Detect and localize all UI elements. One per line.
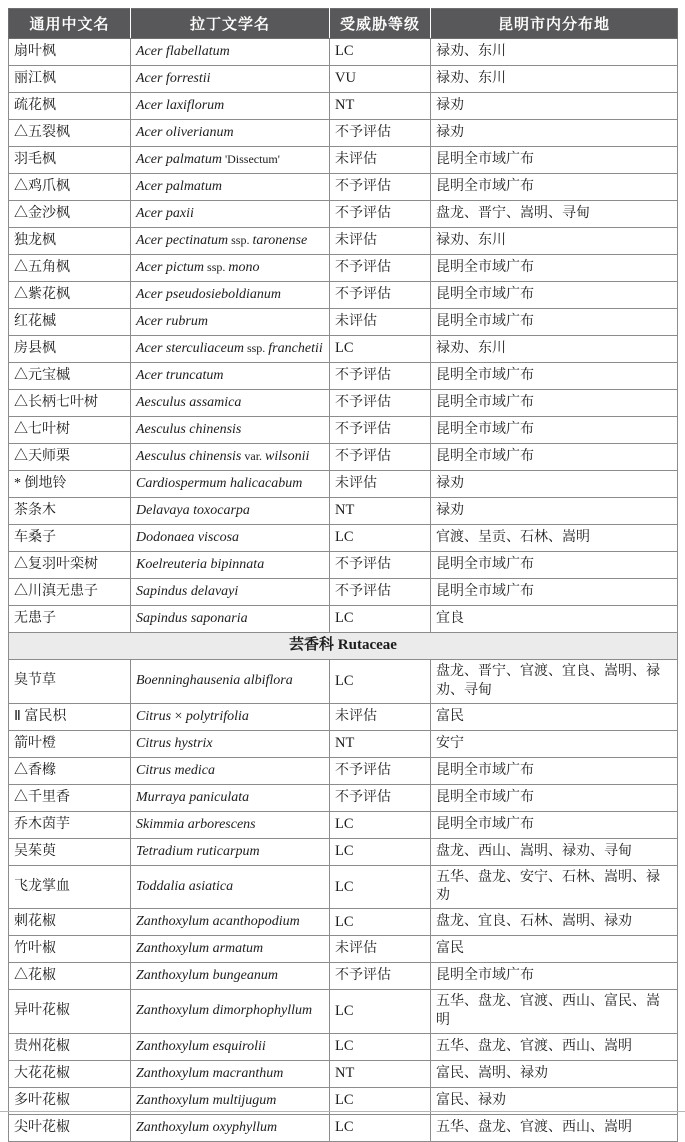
latin-name-cell (131, 93, 330, 120)
chinese-name-cell: 刺花椒 (9, 909, 131, 936)
latin-name-cell (131, 990, 330, 1033)
threat-grade-code: LC (335, 843, 354, 860)
table-row (9, 66, 678, 93)
threat-grade-code: NT (335, 735, 355, 752)
latin-italic-segment: Boenninghausenia albiflora (136, 673, 293, 689)
threat-level-cell: 不予评估 (330, 120, 431, 147)
latin-name-cell (131, 417, 330, 444)
distribution-cell: 富民 (431, 704, 678, 731)
table-row (9, 552, 678, 579)
latin-italic-segment: Cardiospermum halicacabum (136, 475, 303, 491)
latin-italic-segment: mono (228, 259, 260, 275)
latin-name-cell (131, 963, 330, 990)
table-row (9, 1033, 678, 1060)
threat-grade-code: VU (335, 70, 356, 87)
chinese-name-cell: 无患子 (9, 606, 131, 633)
latin-italic-segment: Zanthoxylum multijugum (136, 1092, 277, 1108)
chinese-name-cell: 茶条木 (9, 498, 131, 525)
table-header (9, 9, 678, 39)
chinese-name-cell: 异叶花椒 (9, 990, 131, 1033)
threat-grade-code: LC (335, 529, 354, 546)
latin-italic-segment: Dodonaea viscosa (136, 529, 240, 545)
latin-name-cell (131, 174, 330, 201)
chinese-name-cell: △复羽叶栾树 (9, 552, 131, 579)
threat-grade-code: LC (335, 43, 354, 60)
threat-level-cell (330, 1060, 431, 1087)
threat-level-cell: 不予评估 (330, 963, 431, 990)
distribution-cell: 富民、嵩明、禄劝 (431, 1060, 678, 1087)
distribution-cell: 禄劝 (431, 120, 678, 147)
threat-grade-code: LC (335, 816, 354, 833)
distribution-cell: 盘龙、宜良、石林、嵩明、禄劝 (431, 909, 678, 936)
chinese-name-cell: 大花花椒 (9, 1060, 131, 1087)
chinese-name-cell: 房县枫 (9, 336, 131, 363)
distribution-cell: 禄劝、东川 (431, 66, 678, 93)
chinese-name-cell: △紫花枫 (9, 282, 131, 309)
latin-name-cell (131, 228, 330, 255)
distribution-cell: 昆明全市域广布 (431, 552, 678, 579)
threat-level-cell (330, 1033, 431, 1060)
chinese-name-cell: 多叶花椒 (9, 1087, 131, 1114)
threat-level-cell: 不予评估 (330, 417, 431, 444)
table-row (9, 201, 678, 228)
threat-grade-code: NT (335, 97, 355, 114)
table-row (9, 417, 678, 444)
latin-name-cell (131, 309, 330, 336)
distribution-cell: 盘龙、晋宁、官渡、宜良、嵩明、禄劝、寻甸 (431, 660, 678, 704)
threat-level-cell (330, 660, 431, 704)
table-row (9, 579, 678, 606)
latin-name-cell (131, 390, 330, 417)
threat-level-cell (330, 909, 431, 936)
threat-level-cell (330, 39, 431, 66)
latin-name-cell (131, 758, 330, 785)
distribution-cell: 昆明全市域广布 (431, 758, 678, 785)
latin-name-cell (131, 471, 330, 498)
latin-italic-segment: Zanthoxylum acanthopodium (136, 914, 300, 930)
latin-italic-segment: Murraya paniculata (136, 789, 250, 805)
chinese-name-cell: 车桑子 (9, 525, 131, 552)
threat-level-cell: 未评估 (330, 147, 431, 174)
threat-level-cell: 未评估 (330, 936, 431, 963)
latin-roman-segment: var. (241, 448, 266, 463)
threat-level-cell: 不予评估 (330, 282, 431, 309)
distribution-cell: 禄劝、东川 (431, 228, 678, 255)
distribution-cell: 昆明全市域广布 (431, 255, 678, 282)
distribution-cell: 昆明全市域广布 (431, 417, 678, 444)
table-row (9, 39, 678, 66)
table-row (9, 839, 678, 866)
table-row (9, 390, 678, 417)
latin-roman-segment: × (171, 708, 186, 724)
table-row (9, 309, 678, 336)
latin-name-cell (131, 909, 330, 936)
table-row (9, 758, 678, 785)
latin-italic-segment: Acer oliverianum (136, 124, 234, 140)
threat-level-cell: 未评估 (330, 704, 431, 731)
table-row (9, 471, 678, 498)
latin-italic-segment: Sapindus delavayi (136, 583, 239, 599)
latin-name-cell (131, 363, 330, 390)
distribution-cell: 禄劝 (431, 93, 678, 120)
latin-italic-segment: Acer truncatum (136, 367, 224, 383)
threat-level-cell (330, 498, 431, 525)
table-row (9, 336, 678, 363)
page-edge-line (0, 1111, 685, 1112)
latin-italic-segment: polytrifolia (185, 708, 249, 724)
latin-italic-segment: Acer palmatum (136, 151, 222, 167)
latin-name-cell (131, 336, 330, 363)
latin-italic-segment: Aesculus chinensis (136, 448, 242, 464)
species-table (8, 8, 678, 1142)
latin-name-cell (131, 201, 330, 228)
chinese-name-cell: 独龙枫 (9, 228, 131, 255)
col-header-distribution: 昆明市内分布地 (431, 9, 678, 39)
latin-name-cell (131, 282, 330, 309)
latin-italic-segment: Acer pictum (136, 259, 205, 275)
latin-roman-segment: 'Dissectum' (221, 151, 280, 166)
table-row (9, 812, 678, 839)
chinese-name-cell: △元宝槭 (9, 363, 131, 390)
section-label: 芸香科 Rutaceae (9, 633, 678, 660)
header-row (9, 9, 678, 39)
threat-level-cell: 未评估 (330, 228, 431, 255)
distribution-cell: 昆明全市域广布 (431, 963, 678, 990)
table-row (9, 147, 678, 174)
latin-name-cell (131, 812, 330, 839)
latin-roman-segment: ssp. (204, 259, 229, 274)
latin-italic-segment: Acer pseudosieboldianum (136, 286, 282, 302)
chinese-name-cell: △花椒 (9, 963, 131, 990)
distribution-cell: 昆明全市域广布 (431, 147, 678, 174)
latin-italic-segment: Citrus (136, 708, 172, 724)
latin-italic-segment: Zanthoxylum bungeanum (136, 968, 278, 984)
distribution-cell: 昆明全市域广布 (431, 309, 678, 336)
latin-name-cell (131, 785, 330, 812)
threat-grade-code: LC (335, 1002, 354, 1019)
chinese-name-cell: 吴茱萸 (9, 839, 131, 866)
latin-italic-segment: Acer flabellatum (136, 43, 230, 59)
threat-level-cell: 不予评估 (330, 174, 431, 201)
latin-italic-segment: Zanthoxylum oxyphyllum (136, 1119, 278, 1135)
threat-level-cell (330, 336, 431, 363)
document-page (8, 8, 677, 1142)
latin-italic-segment: Tetradium ruticarpum (136, 843, 260, 859)
latin-name-cell (131, 704, 330, 731)
table-row (9, 606, 678, 633)
threat-level-cell: 未评估 (330, 471, 431, 498)
chinese-name-cell: △鸡爪枫 (9, 174, 131, 201)
distribution-cell: 昆明全市域广布 (431, 174, 678, 201)
latin-italic-segment: Delavaya toxocarpa (136, 502, 250, 518)
table-row (9, 93, 678, 120)
threat-level-cell: 不予评估 (330, 363, 431, 390)
latin-italic-segment: Acer rubrum (136, 313, 208, 329)
latin-name-cell (131, 66, 330, 93)
latin-name-cell (131, 525, 330, 552)
chinese-name-cell: △金沙枫 (9, 201, 131, 228)
latin-name-cell (131, 866, 330, 909)
table-row (9, 525, 678, 552)
chinese-name-cell: 竹叶椒 (9, 936, 131, 963)
chinese-name-cell: △长柄七叶树 (9, 390, 131, 417)
distribution-cell: 富民、禄劝 (431, 1087, 678, 1114)
distribution-cell: 宜良 (431, 606, 678, 633)
table-row (9, 731, 678, 758)
col-header-chinese-name: 通用中文名 (9, 9, 131, 39)
latin-italic-segment: Acer paxii (136, 205, 194, 221)
latin-roman-segment: ssp. (243, 340, 269, 355)
latin-italic-segment: franchetii (268, 340, 323, 356)
chinese-name-cell: △香橼 (9, 758, 131, 785)
latin-italic-segment: Acer sterculiaceum (136, 340, 244, 356)
latin-name-cell (131, 255, 330, 282)
chinese-name-cell: 丽江枫 (9, 66, 131, 93)
table-row (9, 660, 678, 704)
latin-italic-segment: Citrus medica (136, 762, 215, 778)
table-row (9, 498, 678, 525)
latin-name-cell (131, 579, 330, 606)
distribution-cell: 昆明全市域广布 (431, 812, 678, 839)
threat-level-cell (330, 93, 431, 120)
chinese-name-cell: 乔木茵芋 (9, 812, 131, 839)
latin-italic-segment: Aesculus chinensis (136, 421, 242, 437)
threat-grade-code: LC (335, 672, 354, 689)
table-row (9, 785, 678, 812)
latin-italic-segment: Citrus hystrix (136, 735, 213, 751)
threat-grade-code: NT (335, 502, 355, 519)
threat-level-cell (330, 66, 431, 93)
table-row (9, 228, 678, 255)
distribution-cell: 禄劝 (431, 471, 678, 498)
latin-name-cell (131, 147, 330, 174)
threat-grade-code: LC (335, 610, 354, 627)
distribution-cell: 五华、盘龙、安宁、石林、嵩明、禄劝 (431, 866, 678, 909)
chinese-name-cell: 箭叶橙 (9, 731, 131, 758)
latin-italic-segment: Toddalia asiatica (136, 879, 234, 895)
distribution-cell: 盘龙、西山、嵩明、禄劝、寻甸 (431, 839, 678, 866)
chinese-name-cell: △川滇无患子 (9, 579, 131, 606)
col-header-latin-name: 拉丁文学名 (131, 9, 330, 39)
latin-italic-segment: Acer palmatum (136, 178, 222, 194)
distribution-cell: 安宁 (431, 731, 678, 758)
table-row (9, 936, 678, 963)
chinese-name-cell: △五裂枫 (9, 120, 131, 147)
threat-level-cell: 不予评估 (330, 579, 431, 606)
latin-roman-segment: ssp. (228, 232, 253, 247)
chinese-name-cell: Ⅱ 富民枳 (9, 704, 131, 731)
distribution-cell: 禄劝、东川 (431, 336, 678, 363)
distribution-cell: 昆明全市域广布 (431, 363, 678, 390)
threat-level-cell: 不予评估 (330, 255, 431, 282)
chinese-name-cell: 疏花枫 (9, 93, 131, 120)
latin-italic-segment: Zanthoxylum esquirolii (136, 1038, 266, 1054)
latin-name-cell (131, 39, 330, 66)
distribution-cell: 禄劝、东川 (431, 39, 678, 66)
chinese-name-cell: △七叶树 (9, 417, 131, 444)
latin-italic-segment: wilsonii (265, 448, 310, 464)
threat-level-cell: 不予评估 (330, 552, 431, 579)
threat-level-cell: 不予评估 (330, 444, 431, 471)
chinese-name-cell: 贵州花椒 (9, 1033, 131, 1060)
distribution-cell: 禄劝 (431, 498, 678, 525)
table-row (9, 909, 678, 936)
latin-italic-segment: Zanthoxylum armatum (136, 941, 264, 957)
distribution-cell: 富民 (431, 936, 678, 963)
distribution-cell: 昆明全市域广布 (431, 390, 678, 417)
threat-grade-code: LC (335, 878, 354, 895)
threat-level-cell (330, 866, 431, 909)
chinese-name-cell: 臭节草 (9, 660, 131, 704)
latin-italic-segment: Sapindus saponaria (136, 610, 248, 626)
distribution-cell: 盘龙、晋宁、嵩明、寻甸 (431, 201, 678, 228)
table-row (9, 255, 678, 282)
latin-name-cell (131, 444, 330, 471)
threat-level-cell: 不予评估 (330, 201, 431, 228)
latin-italic-segment: taronense (252, 232, 308, 248)
threat-level-cell: 不予评估 (330, 390, 431, 417)
latin-name-cell (131, 552, 330, 579)
latin-italic-segment: Acer forrestii (136, 70, 211, 86)
latin-name-cell (131, 606, 330, 633)
table-row (9, 1114, 678, 1141)
latin-name-cell (131, 1033, 330, 1060)
latin-name-cell (131, 839, 330, 866)
table-row (9, 363, 678, 390)
threat-level-cell: 不予评估 (330, 785, 431, 812)
table-row (9, 444, 678, 471)
latin-italic-segment: Aesculus assamica (136, 394, 242, 410)
table-row (9, 120, 678, 147)
latin-name-cell (131, 498, 330, 525)
distribution-cell: 昆明全市域广布 (431, 282, 678, 309)
threat-grade-code: NT (335, 1065, 355, 1082)
distribution-cell: 官渡、呈贡、石林、嵩明 (431, 525, 678, 552)
distribution-cell: 昆明全市域广布 (431, 785, 678, 812)
latin-name-cell (131, 660, 330, 704)
chinese-name-cell: 红花槭 (9, 309, 131, 336)
table-row (9, 1060, 678, 1087)
section-row (9, 633, 678, 660)
distribution-cell: 五华、盘龙、官渡、西山、嵩明 (431, 1114, 678, 1141)
table-row (9, 866, 678, 909)
chinese-name-cell: 羽毛枫 (9, 147, 131, 174)
threat-grade-code: LC (335, 913, 354, 930)
threat-level-cell (330, 525, 431, 552)
threat-level-cell: 未评估 (330, 309, 431, 336)
latin-name-cell (131, 936, 330, 963)
latin-name-cell (131, 1060, 330, 1087)
threat-level-cell (330, 606, 431, 633)
latin-name-cell (131, 1114, 330, 1141)
latin-italic-segment: Acer pectinatum (136, 232, 229, 248)
threat-level-cell: 不予评估 (330, 758, 431, 785)
distribution-cell: 昆明全市域广布 (431, 444, 678, 471)
chinese-name-cell: 尖叶花椒 (9, 1114, 131, 1141)
latin-italic-segment: Skimmia arborescens (136, 816, 256, 832)
distribution-cell: 五华、盘龙、官渡、西山、富民、嵩明 (431, 990, 678, 1033)
latin-italic-segment: Acer laxiflorum (136, 97, 225, 113)
distribution-cell: 昆明全市域广布 (431, 579, 678, 606)
table-row (9, 174, 678, 201)
threat-level-cell (330, 1114, 431, 1141)
latin-italic-segment: Zanthoxylum macranthum (136, 1065, 284, 1081)
threat-level-cell (330, 812, 431, 839)
col-header-threat-level: 受威胁等级 (330, 9, 431, 39)
chinese-name-cell: △天师栗 (9, 444, 131, 471)
threat-level-cell (330, 839, 431, 866)
threat-grade-code: LC (335, 340, 354, 357)
chinese-name-cell: 扇叶枫 (9, 39, 131, 66)
table-row (9, 282, 678, 309)
chinese-name-cell: △五角枫 (9, 255, 131, 282)
threat-level-cell (330, 990, 431, 1033)
chinese-name-cell: * 倒地铃 (9, 471, 131, 498)
threat-grade-code: LC (335, 1119, 354, 1136)
table-row (9, 963, 678, 990)
threat-grade-code: LC (335, 1092, 354, 1109)
threat-level-cell (330, 731, 431, 758)
latin-italic-segment: Zanthoxylum dimorphophyllum (136, 1003, 313, 1019)
latin-italic-segment: Koelreuteria bipinnata (136, 556, 265, 572)
table-row (9, 704, 678, 731)
distribution-cell: 五华、盘龙、官渡、西山、嵩明 (431, 1033, 678, 1060)
latin-name-cell (131, 731, 330, 758)
table-body (9, 39, 678, 1142)
table-row (9, 990, 678, 1033)
chinese-name-cell: 飞龙掌血 (9, 866, 131, 909)
chinese-name-cell: △千里香 (9, 785, 131, 812)
threat-grade-code: LC (335, 1038, 354, 1055)
latin-name-cell (131, 120, 330, 147)
